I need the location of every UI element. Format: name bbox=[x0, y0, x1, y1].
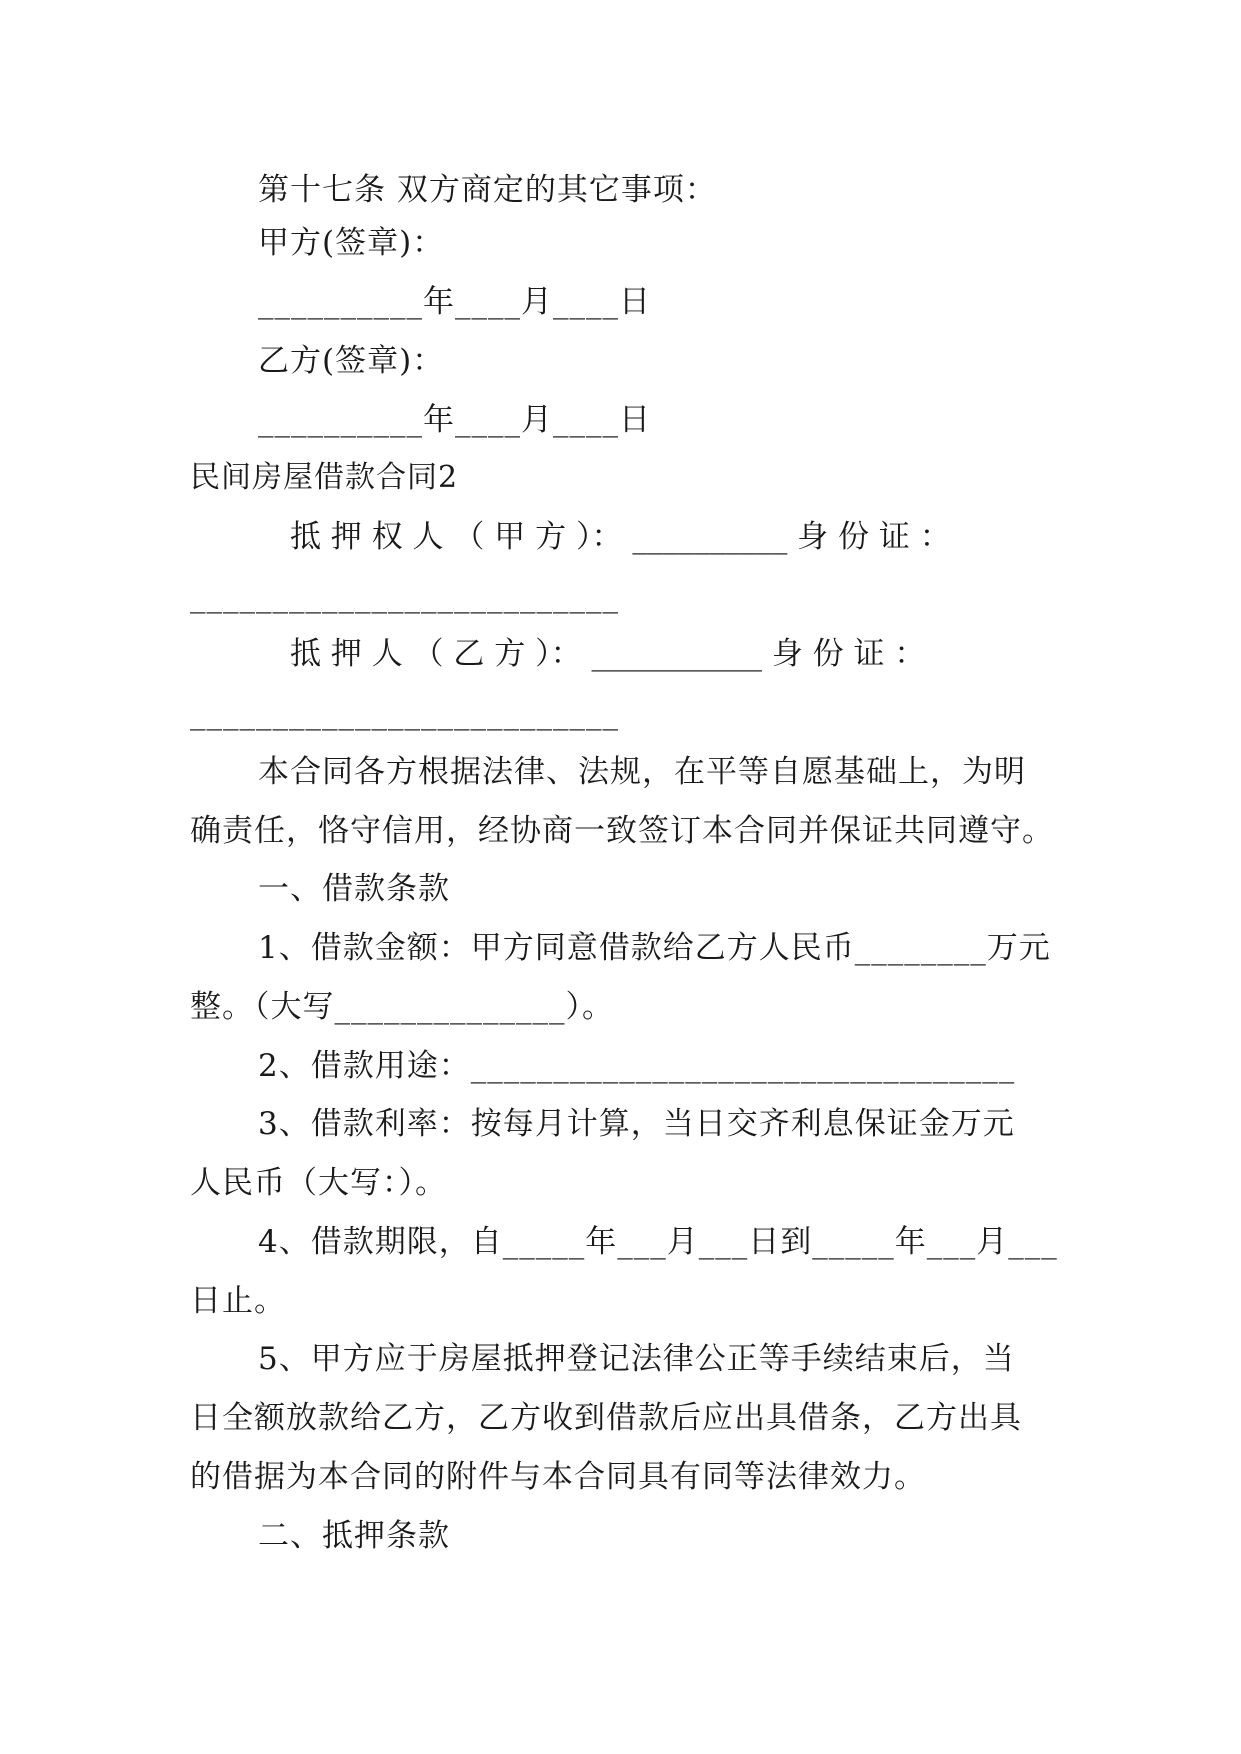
clause-5-line-2: 日全额放款给乙方，乙方收到借款后应出具借条，乙方出具 bbox=[190, 1400, 1022, 1436]
section-1-heading: 一、借款条款 bbox=[258, 871, 450, 907]
clause-5-line-3: 的借据为本合同的附件与本合同具有同等法律效力。 bbox=[190, 1459, 926, 1495]
clause-1-line-1: 1、借款金额：甲方同意借款给乙方人民币________万元 bbox=[258, 930, 1051, 966]
party-a-signature-label: 甲方(签章)： bbox=[258, 225, 445, 261]
clause-4-line-2: 日止。 bbox=[190, 1283, 286, 1319]
preamble-line-1: 本合同各方根据法律、法规，在平等自愿基础上，为明 bbox=[258, 754, 1026, 790]
clause-3-line-1: 3、借款利率：按每月计算，当日交齐利息保证金万元 bbox=[258, 1106, 1015, 1142]
mortgagor-id-blank: __________________________ bbox=[190, 695, 619, 731]
clause-5-line-1: 5、甲方应于房屋抵押登记法律公正等手续结束后，当 bbox=[258, 1341, 1015, 1377]
article-17-heading: 第十七条 双方商定的其它事项： bbox=[258, 172, 717, 208]
contract-title: 民间房屋借款合同2 bbox=[190, 460, 459, 495]
clause-4-line-1: 4、借款期限，自_____年___月___日到_____年___月___ bbox=[258, 1224, 1058, 1260]
section-2-heading: 二、抵押条款 bbox=[258, 1518, 450, 1554]
preamble-line-2: 确责任，恪守信用，经协商一致签订本合同并保证共同遵守。 bbox=[190, 813, 1054, 849]
party-b-signature-label: 乙方(签章)： bbox=[258, 343, 445, 379]
clause-3-line-2: 人民币（大写：）。 bbox=[190, 1165, 447, 1201]
mortgagor-line: 抵 押 人 （ 乙 方 ）： ___________ 身 份 证 ： bbox=[290, 636, 926, 672]
clause-2-line: 2、借款用途：_________________________________ bbox=[258, 1048, 1016, 1084]
party-b-date-line: __________年____月____日 bbox=[258, 402, 651, 438]
clause-1-line-2: 整。（大写______________）。 bbox=[190, 989, 614, 1025]
mortgagee-id-blank: __________________________ bbox=[190, 578, 619, 614]
mortgagee-line: 抵 押 权 人 （ 甲 方 ）： __________ 身 份 证 ： bbox=[290, 519, 951, 555]
party-a-date-line: __________年____月____日 bbox=[258, 284, 651, 320]
